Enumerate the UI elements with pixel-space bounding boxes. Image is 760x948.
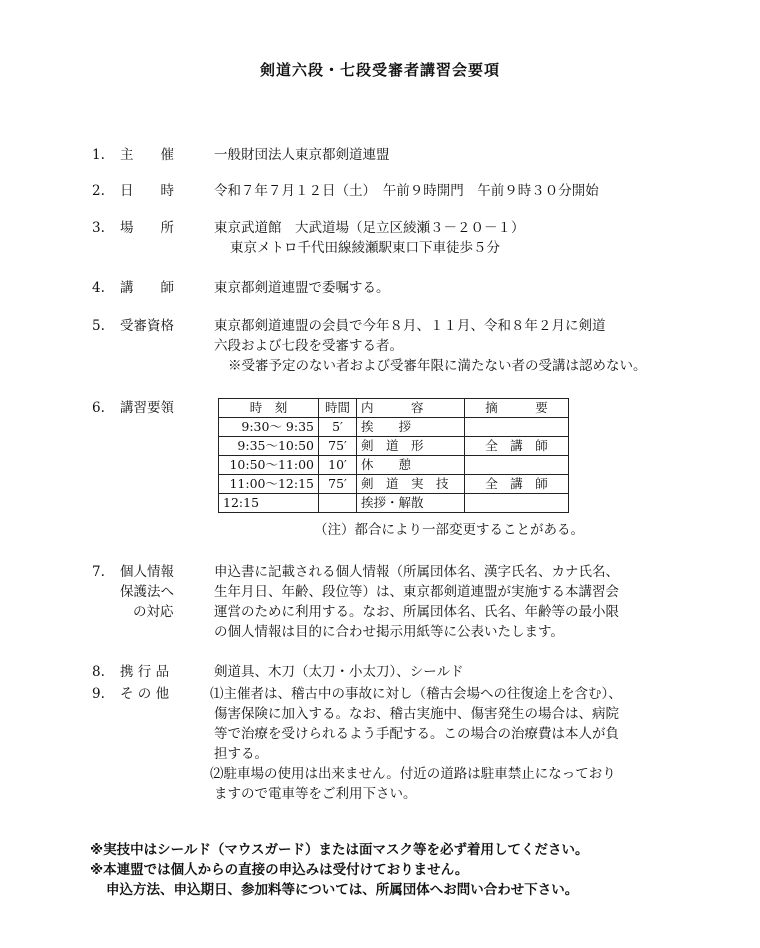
item-number: 8.: [92, 664, 105, 680]
table-row: [219, 437, 569, 456]
sponsor-value: 一般財団法人東京都剣道連盟: [214, 147, 390, 163]
header-remarks: 摘 要: [465, 399, 569, 418]
notice-no-direct-application: ※本連盟では個人からの直接の申込みは受付けておりません。: [90, 862, 469, 878]
belongings-value: 剣道具、木刀（太刀・小太刀）、シールド: [214, 664, 464, 680]
cell-content: 休 憩: [357, 456, 465, 475]
privacy-label: 保護法へ: [120, 584, 174, 600]
venue-label: 場 所: [120, 220, 174, 236]
item-number: 5.: [92, 318, 105, 334]
cell-content: 剣 道 実 技: [357, 475, 465, 494]
cell-time: 10:50〜11:00: [219, 456, 319, 475]
datetime-label: 日 時: [120, 183, 174, 199]
eligibility-line: 東京都剣道連盟の会員で今年８月、１１月、令和８年２月に剣道: [214, 318, 606, 334]
item-number: 4.: [92, 280, 105, 296]
table-row: [219, 456, 569, 475]
cell-time: 12:15: [219, 494, 319, 513]
item-number: 1.: [92, 147, 105, 163]
cell-duration: 10′: [319, 456, 357, 475]
notice-contact-group: 申込方法、申込期日、参加料等については、所属団体へお問い合わせ下さい。: [106, 882, 579, 898]
privacy-label: の対応: [133, 604, 174, 620]
other-line: 等で治療を受けられるよう手配する。この場合の治療費は本人が負: [214, 726, 619, 742]
other-line: 担する。: [214, 746, 268, 762]
schedule-header-row: [219, 399, 569, 418]
cell-duration: 5′: [319, 418, 357, 437]
cell-content: 挨拶・解散: [357, 494, 465, 513]
privacy-line: の個人情報は目的に合わせ掲示用紙等に公表いたします。: [214, 624, 564, 640]
instructor-value: 東京都剣道連盟で委嘱する。: [214, 280, 390, 296]
table-row: [219, 418, 569, 437]
header-content: 内 容: [357, 399, 465, 418]
cell-duration: [319, 494, 357, 513]
item-number: 7.: [92, 564, 105, 580]
cell-content: 挨 拶: [357, 418, 465, 437]
cell-time: 9:30〜 9:35: [219, 418, 319, 437]
eligibility-note: ※受審予定のない者および受審年限に満たない者の受講は認めない。: [228, 358, 647, 374]
cell-remarks: 全 講 師: [465, 475, 569, 494]
datetime-value: 令和７年７月１２日（土） 午前９時開門 午前９時３０分開始: [214, 183, 599, 199]
eligibility-label: 受審資格: [120, 318, 174, 334]
belongings-label: 携 行 品: [120, 664, 170, 680]
other-line: 傷害保険に加入する。なお、稽古実施中、傷害発生の場合は、病院: [214, 706, 619, 722]
privacy-line: 運営のために利用する。なお、所属団体名、氏名、年齢等の最小限: [214, 604, 619, 620]
header-time: 時 刻: [219, 399, 319, 418]
header-duration: 時間: [319, 399, 357, 418]
cell-remarks: 全 講 師: [465, 437, 569, 456]
other-line: ⑵駐車場の使用は出来ません。付近の道路は駐車禁止になっており: [210, 766, 616, 782]
table-row: [219, 475, 569, 494]
table-row: [219, 494, 569, 513]
cell-time: 9:35〜10:50: [219, 437, 319, 456]
schedule-table: [218, 398, 569, 513]
item-number: 9.: [92, 686, 105, 702]
other-line: ⑴主催者は、稽古中の事故に対し（稽古会場への往復途上を含む）、: [210, 686, 622, 702]
cell-time: 11:00〜12:15: [219, 475, 319, 494]
notice-mouthguard: ※実技中はシールド（マウスガード）または面マスク等を必ず着用してください。: [90, 842, 589, 858]
privacy-line: 申込書に記載される個人情報（所属団体名、漢字氏名、カナ氏名、: [214, 564, 619, 580]
instructor-label: 講 師: [120, 280, 174, 296]
item-number: 6.: [92, 400, 105, 416]
privacy-label: 個人情報: [120, 564, 174, 580]
cell-duration: 75′: [319, 475, 357, 494]
item-number: 2.: [92, 183, 105, 199]
privacy-line: 生年月日、年齢、段位等）は、東京都剣道連盟が実施する本講習会: [214, 584, 619, 600]
cell-remarks: [465, 494, 569, 513]
page-title: 剣道六段・七段受審者講習会要項: [259, 61, 500, 79]
cell-remarks: [465, 456, 569, 475]
cell-remarks: [465, 418, 569, 437]
cell-duration: 75′: [319, 437, 357, 456]
venue-value: 東京武道館 大武道場（足立区綾瀬３－２０－１）: [214, 220, 525, 236]
other-line: ますので電車等をご利用下さい。: [214, 786, 417, 802]
other-label: そ の 他: [120, 686, 170, 702]
schedule-note: （注）都合により一部変更することがある。: [314, 522, 584, 538]
venue-access: 東京メトロ千代田線綾瀬駅東口下車徒歩５分: [230, 240, 500, 256]
schedule-label: 講習要領: [120, 400, 174, 416]
eligibility-line: 六段および七段を受審する者。: [214, 338, 403, 354]
item-number: 3.: [92, 220, 105, 236]
cell-content: 剣 道 形: [357, 437, 465, 456]
sponsor-label: 主 催: [120, 147, 174, 163]
